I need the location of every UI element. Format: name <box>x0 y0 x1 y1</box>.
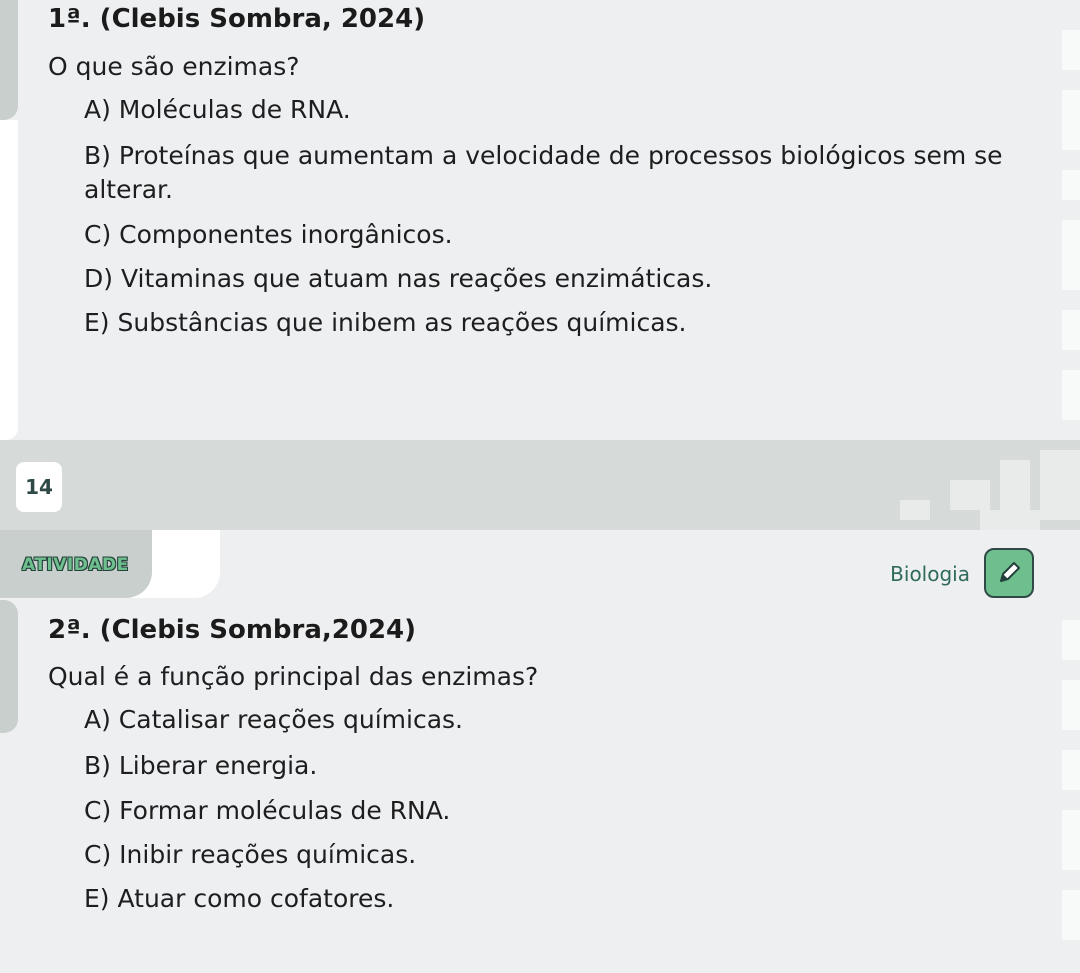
subject-label: Biologia <box>890 562 970 586</box>
card-left-edge <box>0 120 18 440</box>
left-accent-bar-top <box>0 0 18 120</box>
question-2-option-b: B) Liberar energia. <box>84 751 318 780</box>
question-1-title: 1ª. (Clebis Sombra, 2024) <box>48 4 426 34</box>
band-pixel-pattern <box>880 440 1080 530</box>
question-2-option-c: C) Formar moléculas de RNA. <box>84 796 451 825</box>
question-1-option-e: E) Substâncias que inibem as reações químicas. <box>84 308 687 337</box>
question-2-title: 2ª. (Clebis Sombra,2024) <box>48 615 417 645</box>
pencil-icon <box>984 548 1034 598</box>
left-accent-bar-bottom <box>0 600 18 733</box>
question-2-stem: Qual é a função principal das enzimas? <box>48 662 539 691</box>
question-1-option-d: D) Vitaminas que atuam nas reações enzimáticas. <box>84 264 713 293</box>
page-number: 14 <box>16 462 62 512</box>
question-2-option-e: E) Atuar como cofatores. <box>84 884 395 913</box>
right-pixel-edge-top <box>1062 20 1080 440</box>
question-1-option-b: B) Proteínas que aumentam a velocidade de processos biológicos sem se alterar. <box>84 141 1003 204</box>
question-2-option-a: A) Catalisar reações químicas. <box>84 705 463 734</box>
right-pixel-edge-bottom <box>1062 600 1080 973</box>
question-1-option-c: C) Componentes inorgânicos. <box>84 220 453 249</box>
question-1-option-a: A) Moléculas de RNA. <box>84 95 351 124</box>
activity-label: ATIVIDADE <box>22 555 129 575</box>
question-2-option-d: C) Inibir reações químicas. <box>84 840 417 869</box>
question-1-stem: O que são enzimas? <box>48 52 300 81</box>
